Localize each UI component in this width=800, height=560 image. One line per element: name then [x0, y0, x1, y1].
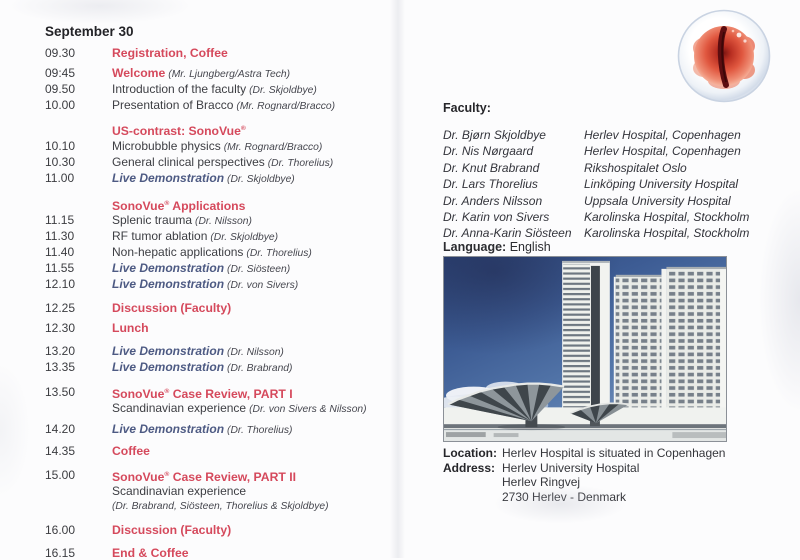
schedule-label: Live Demonstration: [112, 261, 225, 276]
schedule-note: (Dr. Nilsson): [195, 216, 252, 228]
schedule-label: Introduction of the faculty: [112, 82, 247, 96]
schedule-note: (Dr. Skjoldbye): [227, 174, 295, 186]
schedule-note: (Dr. von Sivers & Nilsson): [249, 404, 367, 416]
language-value: English: [509, 240, 551, 254]
faculty-heading: Faculty:: [443, 101, 491, 115]
schedule-label: Live Demonstration: [112, 171, 225, 186]
schedule-entry: [112, 277, 395, 293]
schedule-row: [45, 46, 395, 60]
faculty-list: [443, 127, 789, 242]
schedule-entry: [112, 321, 395, 335]
schedule-time: 09.30: [45, 46, 76, 60]
hospital-building-photo: [443, 256, 727, 442]
schedule-row: [45, 122, 395, 138]
schedule-label: General clinical perspectives: [112, 155, 265, 170]
faculty-affiliation: Karolinska Hospital, Stockholm: [584, 226, 750, 241]
schedule-time: 12.25: [45, 301, 76, 316]
schedule-label: Splenic trauma: [112, 213, 193, 228]
schedule-row: [45, 245, 395, 261]
schedule-note: (Dr. von Sivers): [227, 280, 299, 292]
location-address-block: [443, 446, 773, 504]
schedule-label: Microbubble physics: [112, 139, 221, 154]
faculty-name: Dr. Nis Nørgaard: [443, 144, 534, 159]
schedule-time: 11.00: [45, 171, 75, 186]
schedule-time: 10.30: [45, 155, 76, 170]
schedule-time: 16.15: [45, 546, 76, 560]
schedule-row: [45, 385, 395, 401]
schedule-row: [45, 171, 395, 187]
schedule-entry: [112, 229, 395, 245]
schedule-row: [45, 139, 395, 155]
location-label: Location:: [443, 446, 497, 460]
schedule-entry: [112, 422, 395, 438]
schedule-entry: [112, 82, 395, 98]
schedule-label: US-contrast: SonoVue®: [112, 124, 246, 139]
schedule-entry: [112, 523, 395, 537]
schedule-note: (Mr. Rognard/Bracco): [223, 142, 323, 154]
schedule-time: [45, 484, 112, 498]
schedule-row: [45, 344, 395, 360]
schedule-time: 10.10: [45, 139, 76, 154]
schedule-entry: [112, 401, 395, 417]
schedule-entry: [112, 261, 395, 277]
faculty-affiliation: Herlev Hospital, Copenhagen: [584, 128, 741, 142]
address-label: Address:: [443, 460, 496, 475]
schedule-label: (Dr. Brabrand, Siösteen, Thorelius & Skjoldbye): [112, 501, 329, 513]
schedule-note: (Dr. Siösteen): [227, 264, 291, 276]
schedule-time: 09.50: [45, 82, 76, 96]
schedule-row: [45, 498, 395, 514]
schedule-entry: [112, 301, 395, 315]
schedule-row: [45, 484, 395, 498]
schedule-entry: [112, 344, 395, 360]
schedule-time: 13.35: [45, 360, 76, 375]
schedule-label: Presentation of Bracco: [112, 98, 234, 112]
schedule-entry: [112, 385, 395, 401]
faculty-name: Dr. Knut Brabrand: [443, 160, 540, 175]
schedule-entry: [112, 197, 395, 213]
schedule-entry: [112, 444, 395, 458]
schedule-time: 11.30: [45, 229, 75, 244]
faculty-affiliation: Rikshospitalet Oslo: [584, 160, 687, 175]
faculty-section: [443, 100, 789, 242]
schedule-note: (Dr. Thorelius): [227, 425, 293, 437]
schedule-label: Live Demonstration: [112, 344, 225, 359]
program-page-left: [45, 24, 395, 560]
schedule-entry: [112, 213, 395, 229]
schedule-row: [45, 82, 395, 98]
faculty-row: [443, 160, 789, 176]
faculty-row: [443, 176, 789, 192]
language-label: Language:: [443, 240, 507, 254]
schedule-time: 12.30: [45, 321, 76, 336]
schedule-time: 14.35: [45, 444, 76, 459]
faculty-row: [443, 143, 789, 159]
address-line: 2730 Herlev - Denmark: [502, 489, 627, 504]
schedule-time: 11.40: [45, 245, 75, 260]
sonovue-bubble-icon: [676, 8, 772, 104]
schedule-label: SonoVue® Case Review, PART II: [112, 470, 296, 485]
address-line: Herlev Ringvej: [502, 475, 581, 490]
schedule-label: RF tumor ablation: [112, 229, 208, 244]
faculty-name: Dr. Lars Thorelius: [443, 177, 538, 192]
schedule-label: Scandinavian experience: [112, 484, 247, 499]
schedule-label: SonoVue® Case Review, PART I: [112, 387, 293, 402]
schedule-time: 15.00: [45, 468, 76, 483]
schedule-time: 12.10: [45, 277, 76, 292]
schedule-row: [45, 360, 395, 376]
schedule-entry: [112, 360, 395, 376]
schedule-note: (Dr. Skjoldbye): [210, 232, 279, 244]
schedule-label: Coffee: [112, 444, 150, 459]
schedule-list: [45, 46, 395, 560]
schedule-entry: [112, 66, 395, 82]
schedule-row: [45, 401, 395, 417]
schedule-note: (Mr. Ljungberg/Astra Tech): [168, 69, 291, 80]
schedule-entry: [112, 498, 395, 514]
schedule-label: Live Demonstration: [112, 277, 225, 292]
schedule-time: 09:45: [45, 66, 76, 80]
faculty-affiliation: Karolinska Hospital, Stockholm: [584, 210, 750, 225]
faculty-affiliation: Linköping University Hospital: [584, 177, 739, 192]
schedule-row: [45, 213, 395, 229]
schedule-row: [45, 66, 395, 82]
schedule-entry: [112, 139, 395, 155]
schedule-time: [45, 122, 112, 138]
schedule-entry: [112, 155, 395, 171]
schedule-note: (Mr. Rognard/Bracco): [236, 101, 336, 112]
schedule-entry: [112, 245, 395, 261]
schedule-row: [45, 523, 395, 537]
schedule-entry: [112, 484, 395, 498]
schedule-time: [45, 401, 112, 417]
schedule-row: [45, 468, 395, 484]
schedule-entry: [112, 468, 395, 484]
schedule-row: [45, 197, 395, 213]
schedule-note: (Dr. Thorelius): [267, 158, 334, 170]
schedule-time: 10.00: [45, 98, 76, 112]
schedule-label: Discussion (Faculty): [112, 523, 232, 538]
schedule-row: [45, 229, 395, 245]
faculty-affiliation: Herlev Hospital, Copenhagen: [584, 144, 741, 159]
schedule-time: 14.20: [45, 422, 76, 437]
faculty-name: Dr. Karin von Sivers: [443, 210, 550, 225]
schedule-row: [45, 321, 395, 335]
faculty-affiliation: Uppsala University Hospital: [584, 193, 731, 208]
schedule-date-title: September 30: [45, 24, 134, 39]
faculty-name: Dr. Bjørn Skjoldbye: [443, 128, 546, 142]
schedule-label: Live Demonstration: [112, 422, 225, 437]
faculty-row: [443, 209, 789, 225]
schedule-label: Non-hepatic applications: [112, 245, 244, 260]
schedule-time: 11.15: [45, 213, 75, 228]
schedule-time: 13.50: [45, 385, 76, 400]
schedule-label: SonoVue® Applications: [112, 199, 246, 214]
schedule-entry: [112, 46, 395, 60]
schedule-row: [45, 98, 395, 114]
schedule-row: [45, 422, 395, 438]
schedule-label: Discussion (Faculty): [112, 301, 232, 316]
schedule-row: [45, 444, 395, 458]
schedule-time: 11.55: [45, 261, 75, 276]
schedule-row: [45, 155, 395, 171]
schedule-row: [45, 301, 395, 315]
faculty-row: [443, 193, 789, 209]
schedule-row: [45, 261, 395, 277]
schedule-label: Live Demonstration: [112, 360, 225, 375]
schedule-label: Welcome: [112, 66, 166, 80]
faculty-name: Dr. Anna-Karin Siösteen: [443, 226, 572, 241]
schedule-entry: [112, 171, 395, 187]
address-line: Herlev University Hospital: [502, 460, 640, 475]
schedule-entry: [112, 98, 395, 114]
schedule-note: (Dr. Thorelius): [246, 248, 312, 260]
address-lines: [502, 461, 639, 505]
schedule-note: (Dr. Nilsson): [227, 347, 284, 359]
schedule-time: [45, 197, 112, 213]
schedule-row: [45, 277, 395, 293]
language-line: [443, 240, 551, 254]
schedule-time: 13.20: [45, 344, 76, 359]
schedule-label: Lunch: [112, 321, 149, 336]
faculty-name: Dr. Anders Nilsson: [443, 193, 543, 208]
schedule-time: 16.00: [45, 523, 76, 538]
schedule-entry: [112, 122, 395, 138]
schedule-label: Registration, Coffee: [112, 46, 228, 60]
schedule-note: (Dr. Brabrand): [227, 363, 293, 375]
schedule-label: Scandinavian experience: [112, 401, 247, 416]
faculty-row: [443, 127, 789, 143]
schedule-label: End & Coffee: [112, 546, 189, 560]
location-value: Herlev Hospital is situated in Copenhagen: [502, 446, 726, 460]
schedule-time: [45, 498, 112, 514]
schedule-note: (Dr. Skjoldbye): [249, 85, 317, 96]
